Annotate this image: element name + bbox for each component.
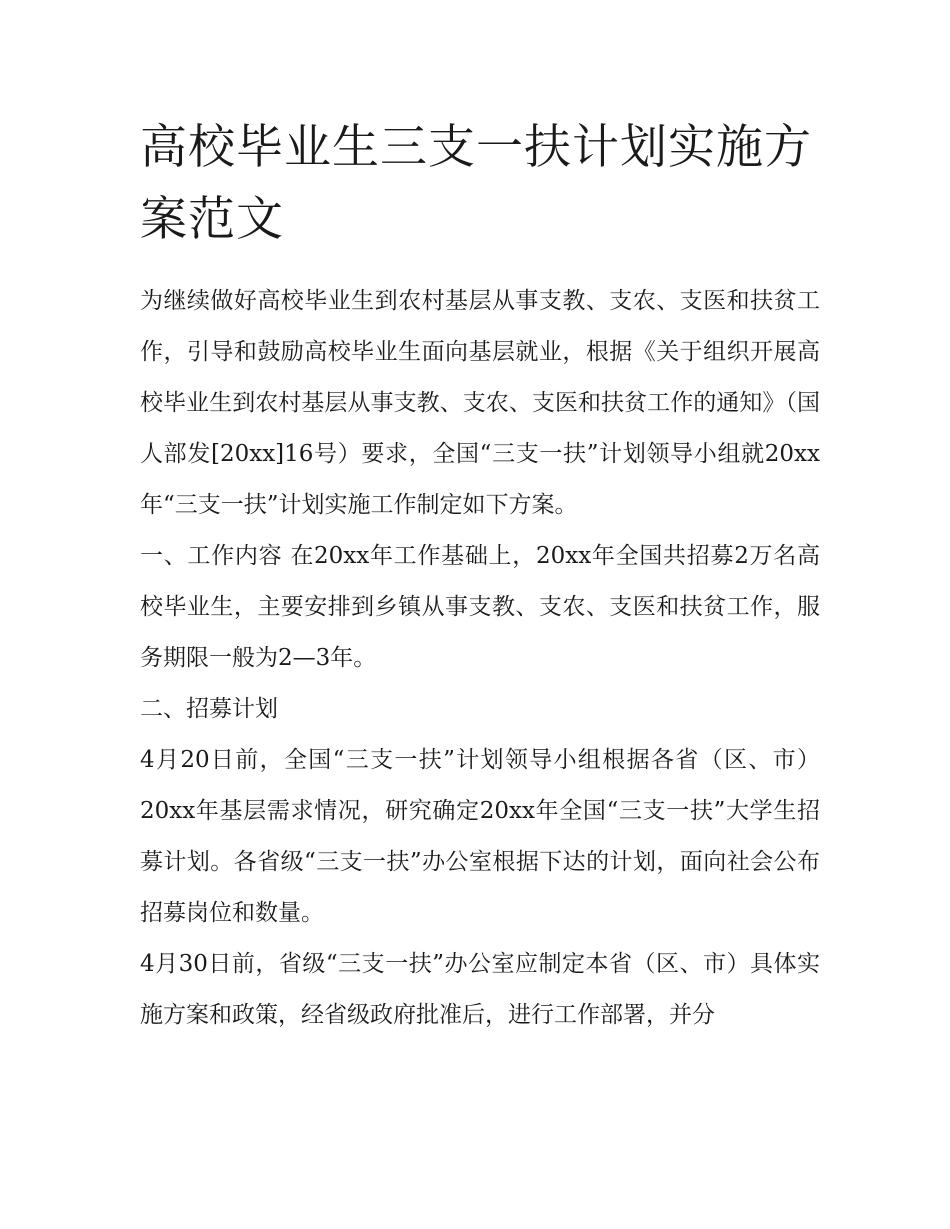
paragraph-april-20: 4月20日前，全国“三支一扶”计划领导小组根据各省（区、市）20xx年基层需求情况，研究确定20xx年全国“三支一扶”大学生招募计划。各省级“三支一扶”办公室根据下达的计划，面向社会公布招募岗位和数量。 — [140, 747, 820, 926]
paragraph-work-content: 一、工作内容 在20xx年工作基础上，20xx年全国共招募2万名高校毕业生，主要安排到乡镇从事支教、支农、支医和扶贫工作，服务期限一般为2—3年。 — [140, 543, 820, 671]
document-title: 高校毕业生三支一扶计划实施方案范文 — [140, 120, 812, 247]
document-body — [140, 276, 820, 1041]
paragraph-recruit-heading: 二、招募计划 — [140, 696, 278, 722]
paragraph-april-30: 4月30日前，省级“三支一扶”办公室应制定本省（区、市）具体实施方案和政策，经省级政府批准后，进行工作部署，并分 — [140, 951, 820, 1028]
paragraph-intro: 为继续做好高校毕业生到农村基层从事支教、支农、支医和扶贫工作，引导和鼓励高校毕业生面向基层就业，根据《关于组织开展高校毕业生到农村基层从事支教、支农、支医和扶贫工作的通知》（国人部发[20xx]16号）要求，全国“三支一扶”计划领导小组就20xx年“三支一扶”计划实施工作制定如下方案。 — [140, 288, 820, 518]
